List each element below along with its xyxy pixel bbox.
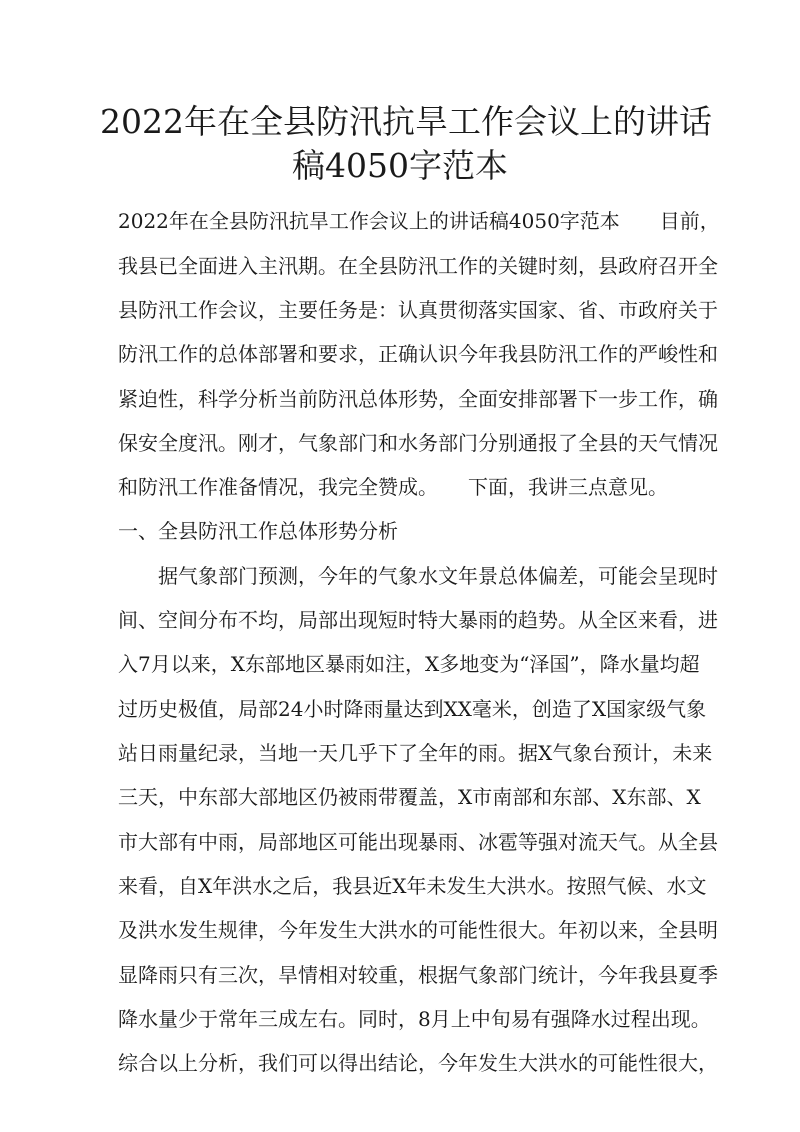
body-line: 防汛工作的总体部署和要求，正确认识今年我县防汛工作的严峻性和	[118, 342, 718, 366]
document-title-line-2: 稿4050字范本	[292, 146, 508, 185]
body-line: 显降雨只有三次，旱情相对较重，根据气象部门统计，今年我县夏季	[118, 963, 718, 987]
body-line: 紧迫性，科学分析当前防汛总体形势，全面安排部署下一步工作，确	[118, 387, 718, 411]
document-title-line-1: 2022年在全县防汛抗旱工作会议上的讲话	[100, 102, 712, 141]
body-line: 来看，自X年洪水之后，我县近X年未发生大洪水。按照气候、水文	[118, 874, 707, 898]
body-line: 我县已全面进入主汛期。在全县防汛工作的关键时刻，县政府召开全	[118, 254, 718, 278]
section-heading: 一、全县防汛工作总体形势分析	[118, 519, 398, 543]
body-line: 三天，中东部大部地区仍被雨带覆盖，X市南部和东部、X东部、X	[118, 785, 701, 809]
body-line: 过历史极值，局部24小时降雨量达到XX毫米，创造了X国家级气象	[118, 697, 707, 721]
body-line: 及洪水发生规律，今年发生大洪水的可能性很大。年初以来，全县明	[118, 918, 718, 942]
body-line: 综合以上分析，我们可以得出结论，今年发生大洪水的可能性很大，	[118, 1051, 718, 1075]
body-line: 市大部有中雨，局部地区可能出现暴雨、冰雹等强对流天气。从全县	[118, 830, 718, 854]
body-line: 保安全度汛。刚才，气象部门和水务部门分别通报了全县的天气情况	[118, 431, 718, 455]
body-line: 站日雨量纪录，当地一天几乎下了全年的雨。据X气象台预计，未来	[118, 741, 713, 765]
body-line: 2022年在全县防汛抗旱工作会议上的讲话稿4050字范本 目前，	[118, 209, 720, 233]
body-line: 间、空间分布不均，局部出现短时特大暴雨的趋势。从全区来看，进	[118, 608, 718, 632]
body-line: 和防汛工作准备情况，我完全赞成。 下面，我讲三点意见。	[118, 475, 668, 499]
body-line: 县防汛工作会议，主要任务是：认真贯彻落实国家、省、市政府关于	[118, 298, 718, 322]
body-line: 降水量少于常年三成左右。同时，8月上中旬易有强降水过程出现。	[118, 1007, 711, 1031]
body-line: 据气象部门预测，今年的气象水文年景总体偏差，可能会呈现时	[118, 564, 718, 588]
body-line: 入7月以来，X东部地区暴雨如注，X多地变为“泽国”，降水量均超	[118, 652, 700, 676]
